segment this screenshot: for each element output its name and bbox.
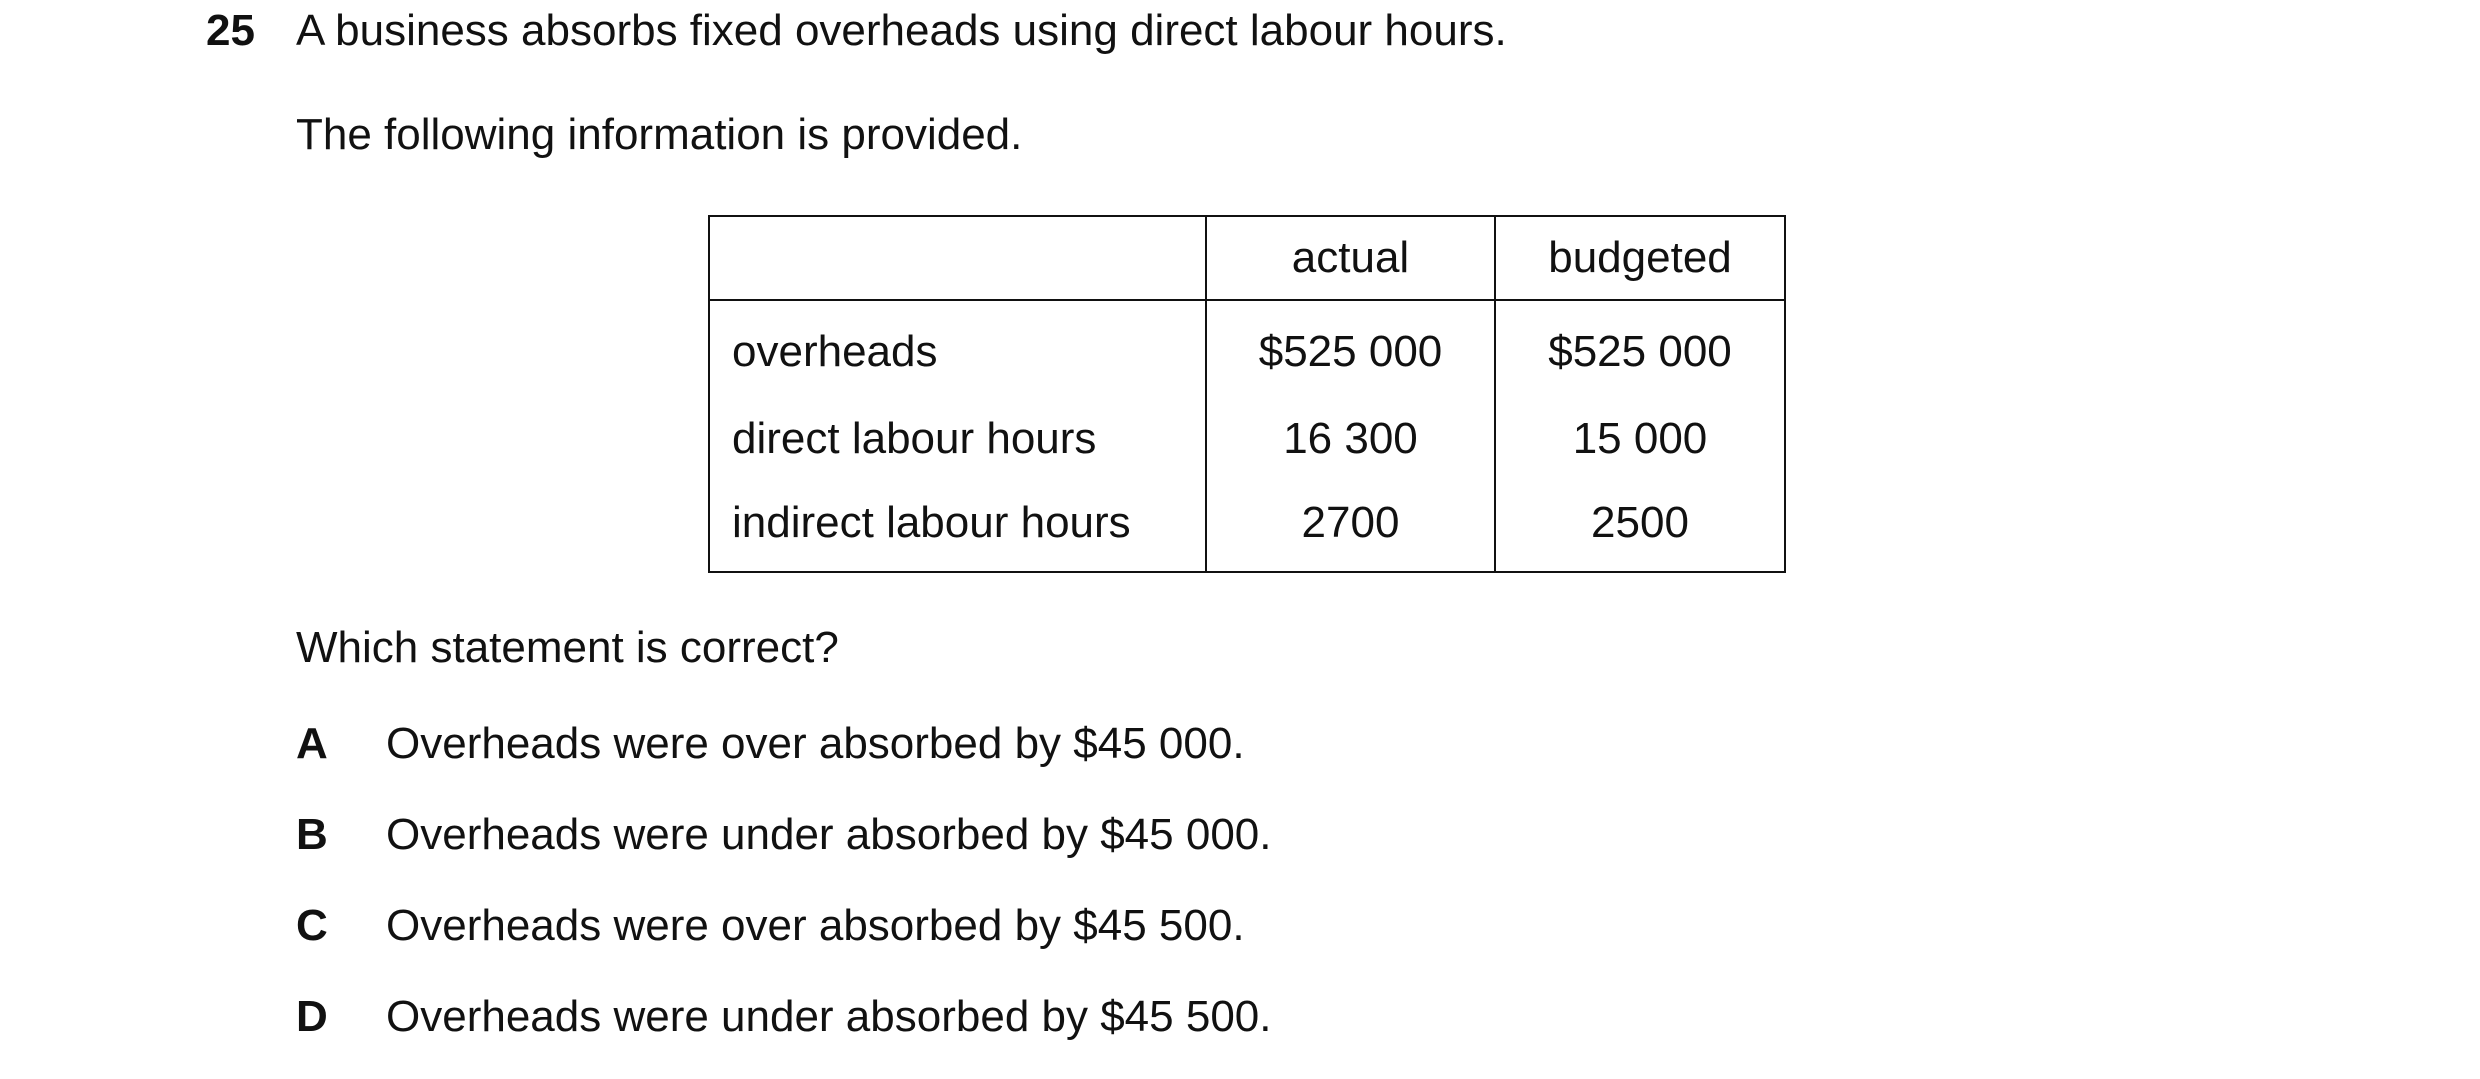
option-letter: A [296, 719, 328, 768]
table-header-blank [709, 216, 1206, 300]
table-header-row [709, 216, 1785, 300]
question-intro: The following information is provided. [296, 110, 1023, 159]
row-label-indirect-labour-hours: indirect labour hours [709, 475, 1206, 572]
option-d[interactable] [296, 990, 1271, 1044]
information-table [708, 215, 1786, 573]
row-label-overheads: overheads [709, 300, 1206, 403]
option-text: Overheads were under absorbed by $45 000. [386, 810, 1272, 859]
option-text: Overheads were under absorbed by $45 500. [386, 992, 1272, 1041]
option-letter: B [296, 810, 328, 859]
cell-indirect-labour-actual: 2700 [1206, 475, 1495, 572]
option-text: Overheads were over absorbed by $45 500. [386, 901, 1245, 950]
cell-direct-labour-budgeted: 15 000 [1572, 414, 1708, 463]
question-number: 25 [206, 6, 255, 55]
table-row [709, 403, 1785, 475]
cell-indirect-labour-budgeted: 2500 [1591, 498, 1689, 547]
option-a[interactable] [296, 717, 1245, 771]
option-letter: C [296, 901, 328, 950]
option-b[interactable] [296, 808, 1271, 862]
option-letter: D [296, 992, 328, 1041]
option-c[interactable] [296, 899, 1245, 953]
table-header-budgeted: budgeted [1495, 216, 1785, 300]
question-prompt: Which statement is correct? [296, 623, 839, 672]
table-row [709, 300, 1785, 403]
cell-overheads-budgeted: $525 000 [1548, 327, 1732, 376]
question-stem: A business absorbs fixed overheads using direct labour hours. [296, 6, 1507, 55]
option-text: Overheads were over absorbed by $45 000. [386, 719, 1245, 768]
table-row [709, 475, 1785, 572]
cell-direct-labour-actual: 16 300 [1206, 403, 1495, 475]
cell-overheads-actual: $525 000 [1206, 300, 1495, 403]
table-header-actual: actual [1206, 216, 1495, 300]
row-label-direct-labour-hours: direct labour hours [709, 403, 1206, 475]
